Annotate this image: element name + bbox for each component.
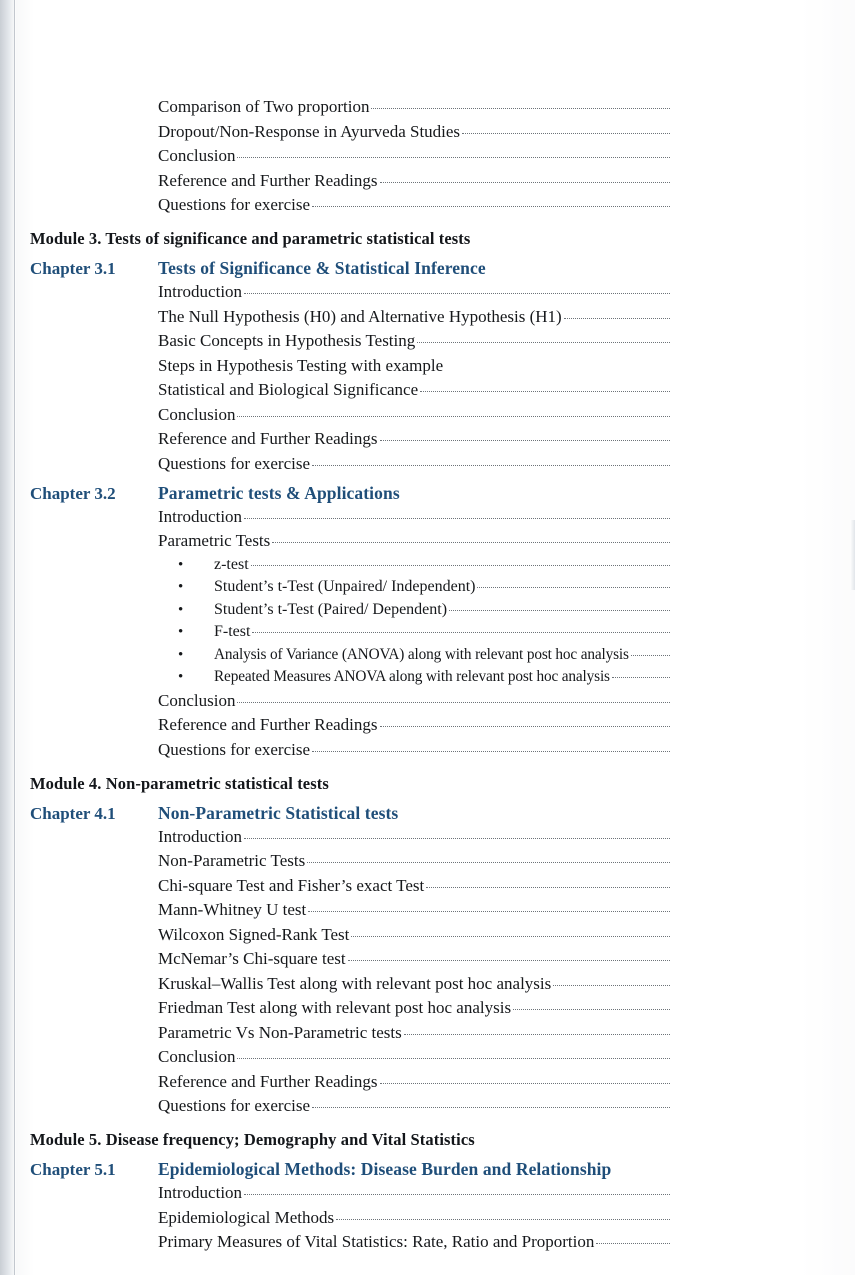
toc-entry-label: Introduction bbox=[158, 1183, 243, 1202]
toc-entry bbox=[158, 691, 670, 711]
chapter-title: Non-Parametric Statistical tests bbox=[158, 802, 399, 823]
toc-entry bbox=[158, 405, 670, 425]
toc-entry-label: Analysis of Variance (ANOVA) along with relevant post hoc analysis bbox=[214, 645, 629, 663]
toc-entry bbox=[178, 601, 670, 619]
dot-leader bbox=[564, 317, 670, 319]
table-of-contents bbox=[30, 95, 670, 1252]
dot-leader bbox=[252, 631, 670, 633]
toc-entry-label: Parametric Vs Non-Parametric tests bbox=[158, 1022, 402, 1042]
toc-entry-label: Reference and Further Readings bbox=[158, 1071, 378, 1091]
dot-leader bbox=[251, 564, 670, 566]
toc-entry-label: Non-Parametric Tests bbox=[158, 851, 306, 870]
dot-leader bbox=[596, 1242, 670, 1244]
dot-leader bbox=[477, 586, 670, 588]
toc-entry bbox=[158, 380, 670, 400]
dot-leader bbox=[237, 415, 670, 417]
toc-entry-label: Steps in Hypothesis Testing with example bbox=[158, 355, 444, 375]
dot-leader bbox=[244, 292, 670, 294]
toc-entry-label: Student’s t-Test (Paired/ Dependent) bbox=[214, 600, 448, 618]
toc-entry-label: Kruskal–Wallis Test along with relevant post hoc analysis bbox=[158, 973, 552, 993]
toc-entry bbox=[158, 1047, 670, 1067]
toc-entry-label: Mann-Whitney U test bbox=[158, 900, 307, 919]
toc-entry bbox=[178, 646, 670, 664]
toc-entry bbox=[178, 556, 670, 574]
dot-leader bbox=[417, 341, 670, 343]
toc-entry-label: F-test bbox=[214, 623, 251, 640]
toc-entry-label: Comparison of Two proportion bbox=[158, 97, 370, 116]
chapter-label: Chapter 3.2 bbox=[30, 483, 116, 503]
bullet-dot-icon: • bbox=[178, 646, 184, 663]
dot-leader bbox=[462, 132, 670, 134]
toc-entry bbox=[158, 949, 670, 969]
dot-leader bbox=[420, 390, 670, 392]
dot-leader bbox=[312, 464, 670, 466]
module-heading: Module 4. Non-parametric statistical tests bbox=[30, 773, 329, 793]
toc-entry bbox=[158, 1096, 670, 1116]
toc-entry bbox=[158, 356, 670, 376]
dot-leader bbox=[631, 654, 670, 656]
toc-entry bbox=[178, 623, 670, 641]
toc-entry bbox=[158, 851, 670, 871]
dot-leader bbox=[244, 1193, 670, 1195]
toc-entry bbox=[158, 1023, 670, 1043]
dot-leader bbox=[244, 837, 670, 839]
toc-entry-label: Statistical and Biological Significance bbox=[158, 380, 419, 399]
toc-entry bbox=[158, 1232, 670, 1252]
bullet-dot-icon: • bbox=[178, 579, 184, 595]
toc-entry bbox=[158, 454, 670, 474]
toc-entry-label: Conclusion bbox=[158, 690, 236, 710]
toc-entry-label: Questions for exercise bbox=[158, 1096, 311, 1115]
dot-leader bbox=[312, 205, 670, 207]
dot-leader bbox=[307, 861, 670, 863]
toc-entry bbox=[158, 900, 670, 920]
dot-leader bbox=[312, 1106, 670, 1108]
dot-leader bbox=[272, 541, 670, 543]
toc-entry bbox=[158, 827, 670, 847]
toc-entry bbox=[158, 171, 670, 191]
toc-entry-label: Reference and Further Readings bbox=[158, 715, 378, 734]
toc-entry-label: Basic Concepts in Hypothesis Testing bbox=[158, 331, 416, 350]
dot-leader bbox=[237, 156, 670, 158]
dot-leader bbox=[553, 984, 670, 986]
toc-entry-group bbox=[30, 97, 670, 215]
toc-entry-label: Dropout/Non-Response in Ayurveda Studies bbox=[158, 121, 461, 141]
toc-entry-label: Reference and Further Readings bbox=[158, 170, 378, 190]
dot-leader bbox=[244, 517, 670, 519]
dot-leader bbox=[371, 107, 670, 109]
module-heading: Module 3. Tests of significance and parametric statistical tests bbox=[30, 229, 471, 248]
toc-entry bbox=[158, 97, 670, 117]
toc-entry bbox=[158, 507, 670, 527]
toc-entry bbox=[158, 1183, 670, 1203]
toc-entry bbox=[158, 195, 670, 215]
toc-entry-label: z-test bbox=[214, 555, 249, 573]
toc-entry-label: Conclusion bbox=[158, 404, 236, 424]
dot-leader bbox=[237, 701, 670, 703]
dot-leader bbox=[336, 1218, 670, 1220]
toc-entry-label: Primary Measures of Vital Statistics: Rate, Ratio and Proportion bbox=[158, 1232, 595, 1251]
toc-entry-label: Parametric Tests bbox=[158, 531, 271, 550]
chapter-label: Chapter 3.1 bbox=[30, 259, 116, 278]
toc-entry bbox=[178, 578, 670, 596]
toc-entry-label: Questions for exercise bbox=[158, 195, 311, 214]
chapter-label: Chapter 5.1 bbox=[30, 1160, 116, 1179]
dot-leader bbox=[380, 181, 671, 183]
toc-entry bbox=[158, 974, 670, 994]
toc-entry bbox=[158, 122, 670, 142]
toc-entry-label: Introduction bbox=[158, 826, 243, 846]
toc-entry-label: The Null Hypothesis (H0) and Alternative Hypothesis (H1) bbox=[158, 306, 562, 326]
chapter-heading bbox=[30, 260, 670, 278]
toc-entry bbox=[158, 429, 670, 449]
toc-entry bbox=[158, 876, 670, 896]
toc-entry bbox=[158, 531, 670, 551]
dot-leader bbox=[426, 886, 670, 888]
bullet-dot-icon: • bbox=[178, 556, 184, 573]
dot-leader bbox=[404, 1033, 670, 1035]
toc-entry-label: Introduction bbox=[158, 282, 243, 301]
bullet-dot-icon: • bbox=[178, 601, 184, 618]
toc-entry-label: Epidemiological Methods bbox=[158, 1207, 335, 1227]
chapter-title: Epidemiological Methods: Disease Burden and Relationship bbox=[158, 1159, 612, 1179]
toc-entry bbox=[158, 1208, 670, 1228]
toc-entry-label: Questions for exercise bbox=[158, 453, 311, 473]
dot-leader bbox=[237, 1057, 670, 1059]
chapter-heading bbox=[30, 802, 670, 823]
dot-leader bbox=[612, 676, 670, 678]
dot-leader bbox=[348, 959, 670, 961]
bullet-dot-icon: • bbox=[178, 624, 184, 640]
dot-leader bbox=[513, 1008, 670, 1010]
toc-entry-label: Student’s t-Test (Unpaired/ Independent) bbox=[214, 578, 476, 595]
chapter-label: Chapter 4.1 bbox=[30, 803, 116, 823]
toc-entry-label: Introduction bbox=[158, 506, 243, 526]
dot-leader bbox=[445, 367, 670, 368]
toc-entry-label: Conclusion bbox=[158, 146, 236, 165]
dot-leader bbox=[380, 1082, 671, 1084]
toc-entry bbox=[158, 998, 670, 1018]
page-spine-line bbox=[14, 0, 15, 1275]
module-heading: Module 5. Disease frequency; Demography and Vital Statistics bbox=[30, 1130, 475, 1149]
toc-entry bbox=[158, 146, 670, 166]
dot-leader bbox=[380, 725, 671, 727]
bullet-dot-icon: • bbox=[178, 669, 184, 685]
chapter-heading bbox=[30, 482, 670, 503]
toc-entry bbox=[158, 925, 670, 945]
chapter-heading bbox=[30, 1161, 670, 1179]
toc-entry-label: McNemar’s Chi-square test bbox=[158, 949, 346, 968]
toc-entry-label: Conclusion bbox=[158, 1047, 236, 1066]
toc-entry-label: Repeated Measures ANOVA along with relevant post hoc analysis bbox=[214, 668, 610, 685]
toc-entry bbox=[158, 715, 670, 735]
chapter-title: Parametric tests & Applications bbox=[158, 482, 400, 503]
page-right-edge-mark bbox=[850, 520, 855, 590]
toc-entry-label: Reference and Further Readings bbox=[158, 429, 378, 448]
toc-entry bbox=[158, 282, 670, 302]
dot-leader bbox=[351, 935, 670, 937]
chapter-title: Tests of Significance & Statistical Inference bbox=[158, 258, 486, 278]
toc-entry-label: Wilcoxon Signed-Rank Test bbox=[158, 924, 350, 944]
toc-entry bbox=[158, 1072, 670, 1092]
dot-leader bbox=[380, 439, 671, 441]
toc-entry bbox=[158, 307, 670, 327]
toc-entry-label: Questions for exercise bbox=[158, 739, 311, 759]
dot-leader bbox=[308, 910, 670, 912]
toc-entry bbox=[158, 331, 670, 351]
dot-leader bbox=[449, 609, 670, 611]
toc-entry bbox=[158, 740, 670, 760]
toc-entry-label: Chi-square Test and Fisher’s exact Test bbox=[158, 875, 425, 895]
toc-entry bbox=[178, 668, 670, 686]
dot-leader bbox=[312, 750, 670, 752]
toc-entry-label: Friedman Test along with relevant post hoc analysis bbox=[158, 998, 512, 1017]
